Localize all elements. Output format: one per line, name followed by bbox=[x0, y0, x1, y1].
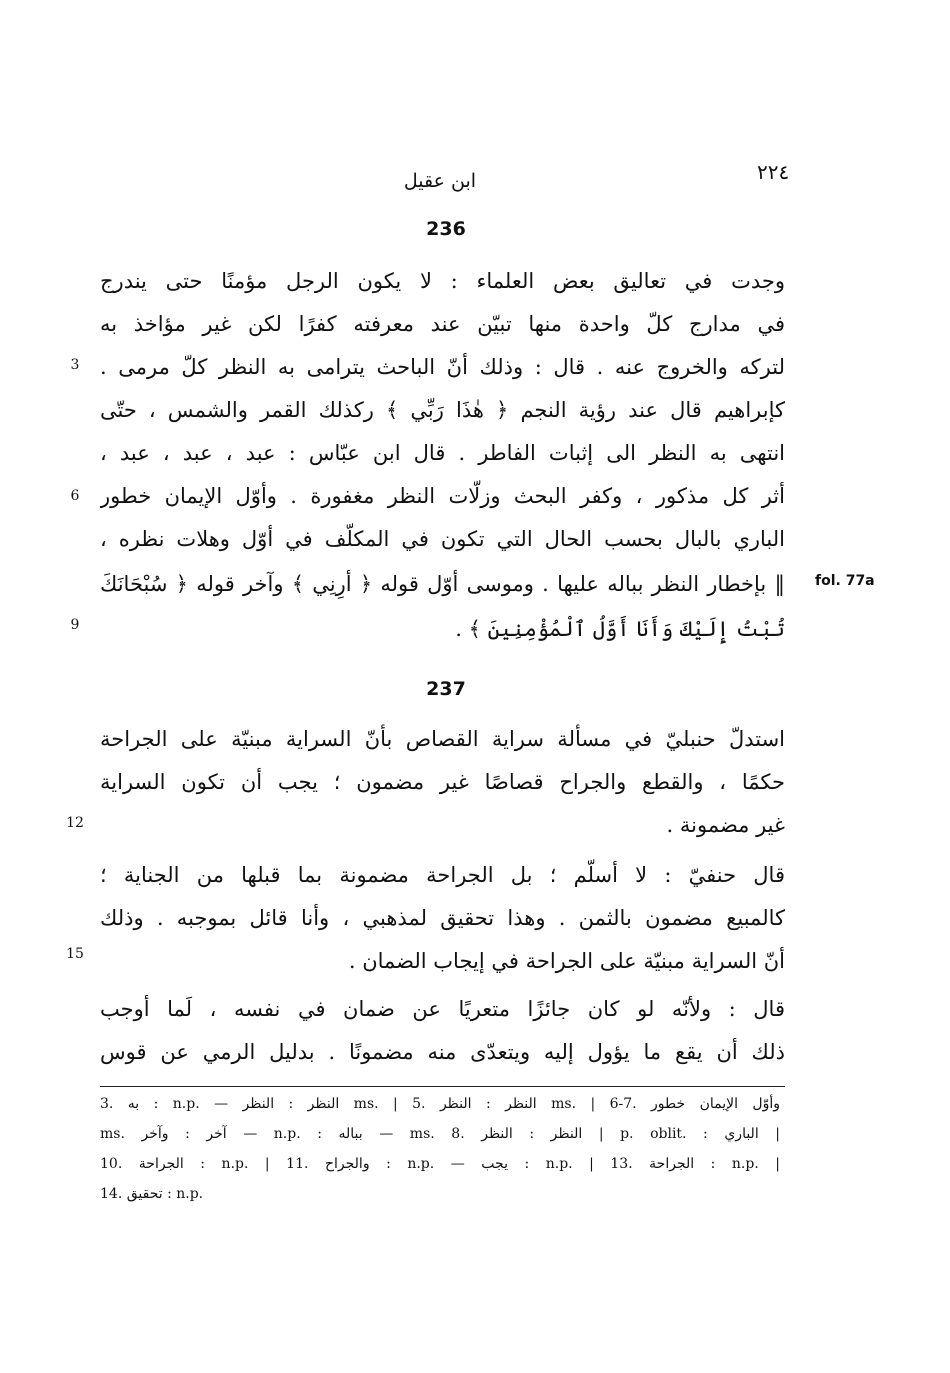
footnote-divider bbox=[100, 1086, 785, 1087]
text-line: قال : ولأنّه لو كان جائزًا متعريًا عن ضمان في نفسه ، لَما أوجب bbox=[100, 997, 785, 1021]
line-number: 15 bbox=[66, 946, 84, 962]
text-line: في مدارج كلّ واحدة منها تبيّن عند معرفته كفرًا لكن غير مؤاخذ به bbox=[100, 312, 785, 336]
line-number: 3 bbox=[70, 357, 80, 373]
text-line: ذلك أن يقع ما يؤول إليه ويتعدّى منه مضمونًا . بدليل الرمي عن قوس bbox=[100, 1040, 785, 1064]
text-line: وجدت في تعاليق بعض العلماء : لا يكون الرجل مؤمنًا حتى يندرج bbox=[100, 269, 785, 293]
section-number: 237 bbox=[426, 678, 466, 700]
text-line: لتركه والخروج عنه . قال : وذلك أنّ الباحث يترامى به النظر كلّ مرمى . bbox=[100, 355, 785, 379]
text-line: أثر كل مذكور ، وكفر البحث وزلّات النظر مغفورة . وأوّل الإيمان خطور bbox=[100, 484, 785, 508]
text-line: أنّ السراية مبنيّة على الجراحة في إيجاب الضمان . bbox=[348, 949, 785, 973]
text-line: ‖ بإخطار النظر بباله عليها . وموسى أوّل قوله ﴿ أرِنِي ﴾ وآخر قوله ﴿ سُبْحَانَكَ bbox=[100, 572, 785, 596]
line-number: 6 bbox=[70, 488, 80, 504]
text-line: كإبراهيم قال عند رؤية النجم ﴿ هٰذَا رَبِّي ﴾ ركذلك القمر والشمس ، حتّى bbox=[100, 398, 785, 422]
text-line: الباري بالبال بحسب الحال التي تكون في المكلّف في أوّل وهلات نظره ، bbox=[100, 527, 785, 551]
text-line: تُبْتُ إِلَيْكَ وَأَنَا أَوَّلُ ٱلْمُؤْمِنِينَ ﴾ . bbox=[455, 617, 785, 641]
text-line: انتهى به النظر الى إثبات الفاطر . قال ابن عبّاس : عبد ، عبد ، عبد ، bbox=[100, 441, 785, 465]
folio-margin-note: fol. 77a bbox=[815, 573, 875, 589]
page-number: ٢٢٤ bbox=[757, 160, 790, 184]
text-line: قال حنفيّ : لا أسلّم ؛ بل الجراحة مضمونة بما قبلها من الجناية ؛ bbox=[100, 863, 785, 887]
footnote-line: ms. آخر : وآخر — n.p. : بباله — ms. النظر : النظر .8 | p. oblit. : الباري | bbox=[100, 1126, 780, 1142]
line-number: 9 bbox=[70, 617, 80, 633]
footnote-line: 3. به : n.p. — النظر : النظر ms. | 5. النظر : النظر ms. | 6-7. وأوّل الإيمان خطور bbox=[100, 1096, 780, 1112]
text-line: حكمًا ، والقطع والجراح قصاصًا غير مضمون ؛ يجب أن تكون السراية bbox=[100, 770, 785, 794]
text-line: استدلّ حنبليّ في مسألة سراية القصاص بأنّ السراية مبنيّة على الجراحة bbox=[100, 727, 785, 751]
text-line: كالمبيع مضمون بالثمن . وهذا تحقيق لمذهبي ، وأنا قائل بموجبه . وذلك bbox=[100, 906, 785, 930]
footnote-line: 10. الجراحة : n.p. | 11. والجراح : n.p. — يجب : n.p. | 13. الجراحة : n.p. | bbox=[100, 1156, 780, 1172]
section-number: 236 bbox=[426, 218, 466, 240]
footnote-line: 14. تحقيق : n.p. bbox=[100, 1186, 204, 1202]
line-number: 12 bbox=[66, 815, 84, 831]
running-title: ابن عقيل bbox=[403, 170, 477, 192]
text-line: غير مضمونة . bbox=[666, 813, 785, 837]
